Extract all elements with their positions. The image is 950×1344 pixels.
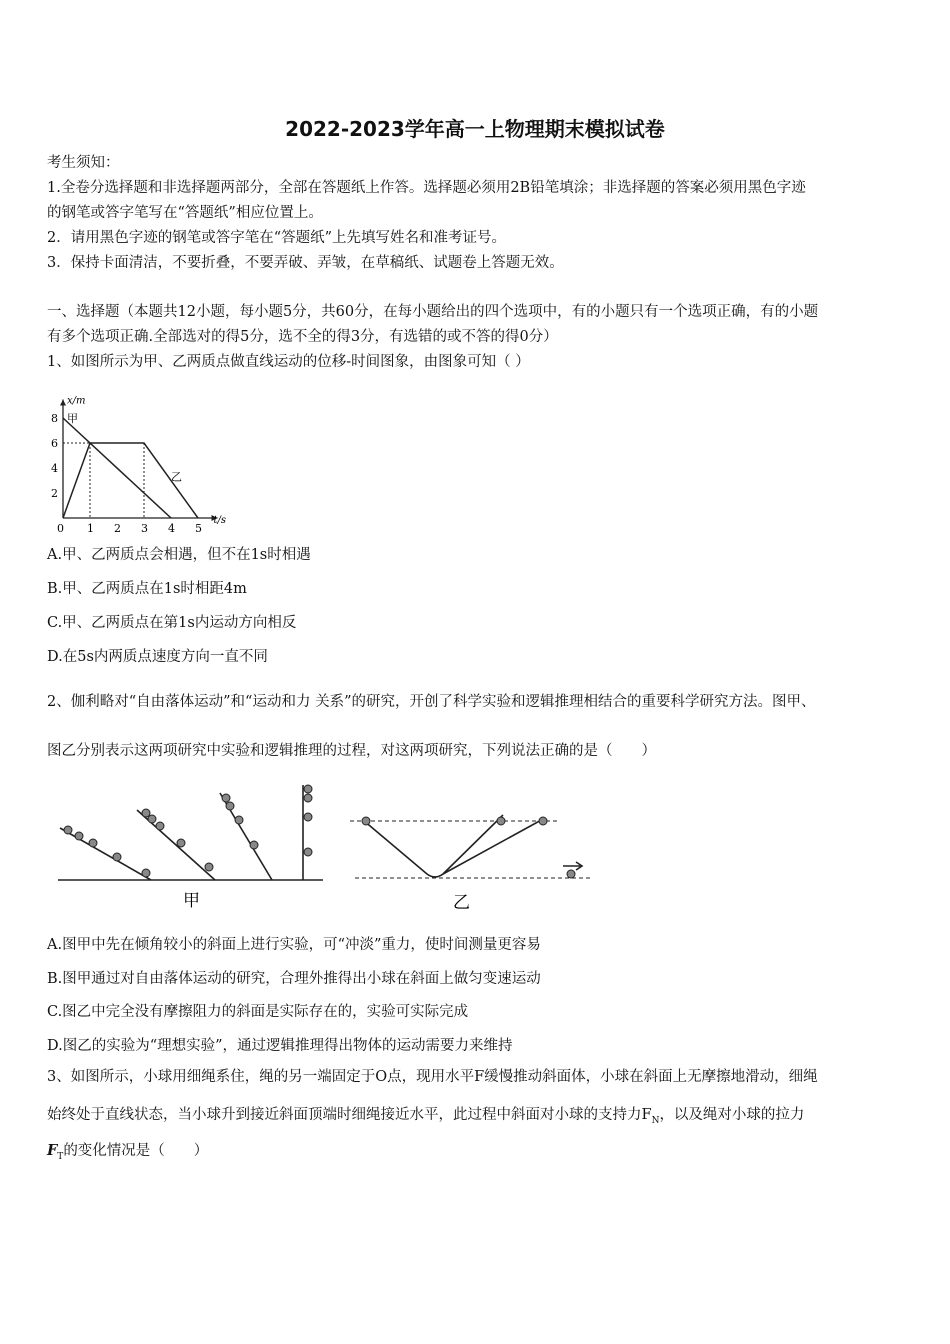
y-tick-label: 4 [51,462,58,475]
q3-stem-2-tail: ，以及绳对小球的拉力 [659,1107,805,1123]
fig-label-jia: 甲 [183,891,200,911]
ball [304,848,312,856]
x-tick-label: 0 [57,522,64,535]
q2-figure-jia [55,780,345,915]
q3-stem-2 [47,1105,917,1131]
q2-stem-2: 图乙分别表示这两项研究中实验和逻辑推理的过程，对这两项研究，下列说法正确的是（ ） [47,743,656,759]
q3-stem-2-text: 始终处于直线状态，当小球升到接近斜面顶端时细绳接近水平，此过程中斜面对小球的支持力F [47,1107,652,1123]
x-tick-label: 2 [114,522,121,535]
y-tick-label: 8 [51,412,58,425]
series-line-jia [63,418,171,518]
ball [177,839,185,847]
notice-item-3: 3．保持卡面清洁，不要折叠，不要弄破、弄皱，在草稿纸、试题卷上答题无效。 [47,255,564,271]
q2-stem-1: 2、伽利略对“自由落体运动”和“运动和力 关系”的研究，开创了科学实验和逻辑推理相结合的重要科学研究方法。图甲、 [47,694,816,710]
ball [362,817,370,825]
ball [235,816,243,824]
series-label-yi: 乙 [171,470,182,484]
ball [156,822,164,830]
ball [250,841,258,849]
series-label-jia: 甲 [67,412,78,425]
section-instructions-1: 一、选择题（本题共12小题，每小题5分，共60分，在每小题给出的四个选项中，有的小题只有一个选项正确，有的小题 [47,304,819,320]
ball [539,817,547,825]
incline-1 [60,828,151,880]
notice-item-1: 1.全卷分选择题和非选择题两部分，全部在答题纸上作答。选择题必须用2B铅笔填涂；非选择题的答案必须用黑色字迹 [47,180,806,196]
ball [89,839,97,847]
ball [64,826,72,834]
y-axis-label: x/m [67,395,86,407]
y-tick-label: 6 [51,437,58,450]
ball [226,802,234,810]
q1-option-d: D.在5s内两质点速度方向一直不同 [47,649,268,665]
q3-stem-3-text: 的变化情况是（ ） [63,1143,209,1159]
ball [142,869,150,877]
x-tick-label: 4 [168,522,175,535]
q2-option-b: B.图甲通过对自由落体运动的研究，合理外推得出小球在斜面上做匀变速运动 [47,971,541,987]
section-instructions-2: 有多个选项正确.全部选对的得5分，选不全的得3分，有选错的或不答的得0分） [47,329,558,345]
ball [497,817,505,825]
ball [75,832,83,840]
q2-option-d: D.图乙的实验为“理想实验”，通过逻辑推理得出物体的运动需要力来维持 [47,1038,513,1054]
ball [205,863,213,871]
notice-item-2: 2．请用黑色字迹的钢笔或答字笔在“答题纸”上先填写姓名和准考证号。 [47,230,507,246]
ball [304,794,312,802]
q1-option-b: B.甲、乙两质点在1s时相距4m [47,581,247,597]
ball [222,794,230,802]
x-axis-label: t/s [213,515,227,526]
fig-label-yi: 乙 [453,893,470,913]
q1-option-a: A.甲、乙两质点会相遇，但不在1s时相遇 [47,547,311,563]
q3-sub-t: T [57,1151,64,1162]
ball [113,853,121,861]
ball [304,813,312,821]
ball [142,809,150,817]
ball [567,870,575,878]
q1-stem: 1、如图所示为甲、乙两质点做直线运动的位移-时间图象，由图象可知（ ） [47,354,530,370]
q3-stem-3 [47,1141,917,1167]
q3-sub-n: N [651,1115,660,1126]
q3-stem-1: 3、如图所示，小球用细绳系住，绳的另一端固定于O点，现用水平F缓慢推动斜面体，小球在斜面上无摩擦地滑动，细绳 [47,1069,818,1085]
ramp-gentle [443,818,545,874]
q2-option-a: A.图甲中先在倾角较小的斜面上进行实验，可“冲淡”重力，使时间测量更容易 [47,937,541,953]
x-tick-label: 1 [87,522,94,535]
q2-figure-yi [345,780,595,915]
notice-item-1-cont: 的钢笔或答字笔写在“答题纸”相应位置上。 [47,205,323,221]
q3-ft-symbol: F [47,1142,58,1159]
ball [304,785,312,793]
q1-xt-chart [45,378,245,535]
y-tick-label: 2 [51,487,58,500]
x-tick-label: 5 [195,522,202,535]
y-axis-arrow [60,400,66,406]
q1-option-c: C.甲、乙两质点在第1s内运动方向相反 [47,615,297,631]
ramp-steep [363,815,503,877]
x-tick-label: 3 [141,522,148,535]
ball [148,815,156,823]
q2-option-c: C.图乙中完全没有摩擦阻力的斜面是实际存在的，实验可实际完成 [47,1004,469,1020]
notice-heading: 考生须知： [47,155,120,171]
page-title: 2022-2023学年高一上物理期末模拟试卷 [285,117,665,141]
